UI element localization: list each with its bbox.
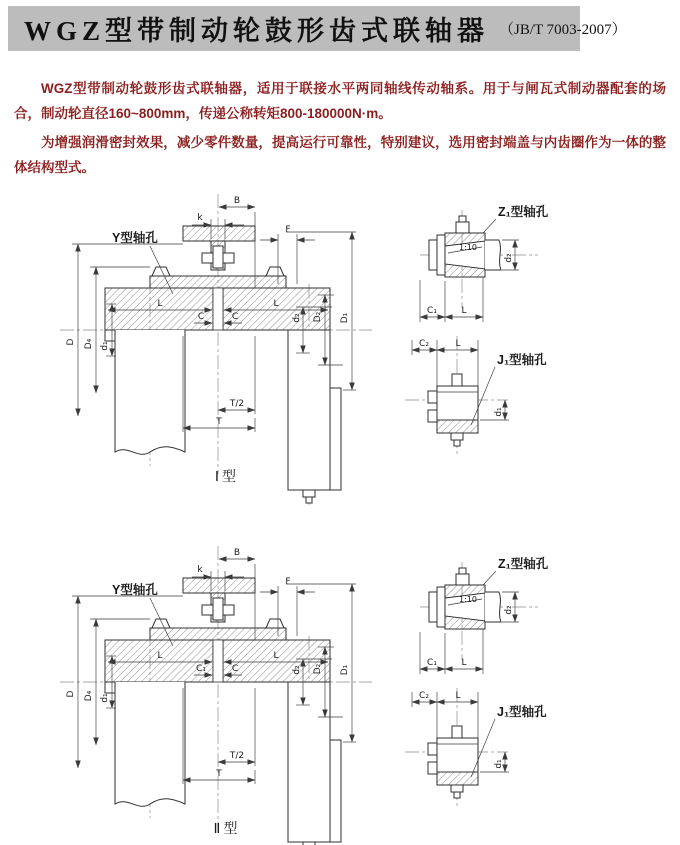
dim-label-C-left: C xyxy=(197,312,205,322)
dim-label-B: B xyxy=(233,196,241,206)
dim-label-d1: d₁ xyxy=(100,693,110,703)
dim-label-C-right: C xyxy=(231,312,239,322)
taper-label: 1:10 xyxy=(459,595,477,604)
coupling-drawing xyxy=(0,188,680,518)
intro-paragraph-1: WGZ型带制动轮鼓形齿式联轴器，适用于联接水平两同轴线传动轴系。用于与闸瓦式制动器配套的场合，制动轮直径160~800mm，传递公称转矩800-180000N·m。 xyxy=(14,81,666,121)
dim-label-F: F xyxy=(285,577,291,587)
dim-label-D4: D₄ xyxy=(84,338,94,350)
bore-type-label: Y型轴孔 xyxy=(112,231,158,245)
z1-bore-label: Z₁型轴孔 xyxy=(498,205,549,219)
j1-bore-label: J₁型轴孔 xyxy=(497,353,547,367)
dim-label-D1: D₁ xyxy=(340,664,350,676)
z1-bore-label: Z₁型轴孔 xyxy=(498,557,549,571)
j1-bore-label: J₁型轴孔 xyxy=(497,705,547,719)
dim-label-z1-bore: d₂ xyxy=(504,605,514,615)
gear-coupling-section xyxy=(105,598,330,693)
dim-label-z1-L: L xyxy=(461,306,467,316)
dim-label-d2: d₂ xyxy=(292,313,302,323)
dim-label-z1-bore: d₂ xyxy=(504,253,514,263)
dim-label-T: T xyxy=(216,769,222,779)
shaft-left xyxy=(115,682,185,806)
dim-label-z1-C: C₁ xyxy=(427,658,437,668)
dim-label-D: D xyxy=(66,690,76,698)
standard-code: （JB/T 7003-2007） xyxy=(499,22,627,38)
intro-text-block xyxy=(0,72,680,180)
main-section-view xyxy=(66,196,356,503)
page-title: WGZ型带制动轮鼓形齿式联轴器 xyxy=(24,16,490,46)
z1-bore-view xyxy=(420,204,549,322)
dim-label-j1-bore: d₁ xyxy=(494,759,504,769)
shaft-right xyxy=(288,682,341,845)
gear-coupling-section xyxy=(105,246,330,341)
dim-label-C-left: C₁ xyxy=(196,664,206,674)
bore-type-label: Y型轴孔 xyxy=(112,583,158,597)
dim-label-B: B xyxy=(233,548,241,558)
dim-label-D2: D₂ xyxy=(313,663,323,675)
dim-label-L-left: L xyxy=(157,651,163,661)
coupling-drawing xyxy=(0,540,680,845)
shaft-right xyxy=(288,330,341,503)
dim-label-k: k xyxy=(197,565,203,575)
dim-label-k: k xyxy=(197,213,203,223)
dim-label-D2: D₂ xyxy=(313,311,323,323)
dim-label-L-left: L xyxy=(157,299,163,309)
dim-label-d2: d₂ xyxy=(292,665,302,675)
dim-label-T: T xyxy=(216,417,222,427)
j1-bore-view xyxy=(412,339,547,446)
dim-label-D1: D₁ xyxy=(340,312,350,324)
dim-label-T-half: T/2 xyxy=(229,751,245,761)
intro-paragraph-2: 为增强润滑密封效果，减少零件数量，提高运行可靠性，特别建议，选用密封端盖与内齿圈作为一体的整体结构型式。 xyxy=(14,135,666,175)
dim-label-z1-C: C₁ xyxy=(427,306,437,316)
dim-label-j1-C: C₂ xyxy=(419,339,429,349)
dim-label-C-right: C xyxy=(231,664,239,674)
figure-caption: Ⅰ型 xyxy=(214,468,240,484)
title-banner xyxy=(8,6,627,51)
main-section-view xyxy=(66,548,356,845)
dim-label-z1-L: L xyxy=(461,658,467,668)
z1-bore-view xyxy=(420,556,549,674)
j1-bore-view xyxy=(412,691,547,798)
figure-caption: Ⅱ型 xyxy=(213,820,241,836)
dim-label-D4: D₄ xyxy=(84,690,94,702)
figure-type-2 xyxy=(0,540,680,845)
dim-label-L-right: L xyxy=(273,651,279,661)
dim-label-F: F xyxy=(285,225,291,235)
dim-label-j1-C: C₂ xyxy=(419,691,429,701)
dim-label-j1-bore: d₁ xyxy=(494,407,504,417)
dim-label-j1-L: L xyxy=(455,691,461,701)
dim-label-j1-L: L xyxy=(455,339,461,349)
shaft-left xyxy=(115,330,185,454)
dim-label-d1: d₁ xyxy=(100,341,110,351)
figure-type-1 xyxy=(0,188,680,518)
dim-label-D: D xyxy=(66,338,76,346)
dim-label-T-half: T/2 xyxy=(229,399,245,409)
dim-label-L-right: L xyxy=(273,299,279,309)
taper-label: 1:10 xyxy=(459,243,477,252)
